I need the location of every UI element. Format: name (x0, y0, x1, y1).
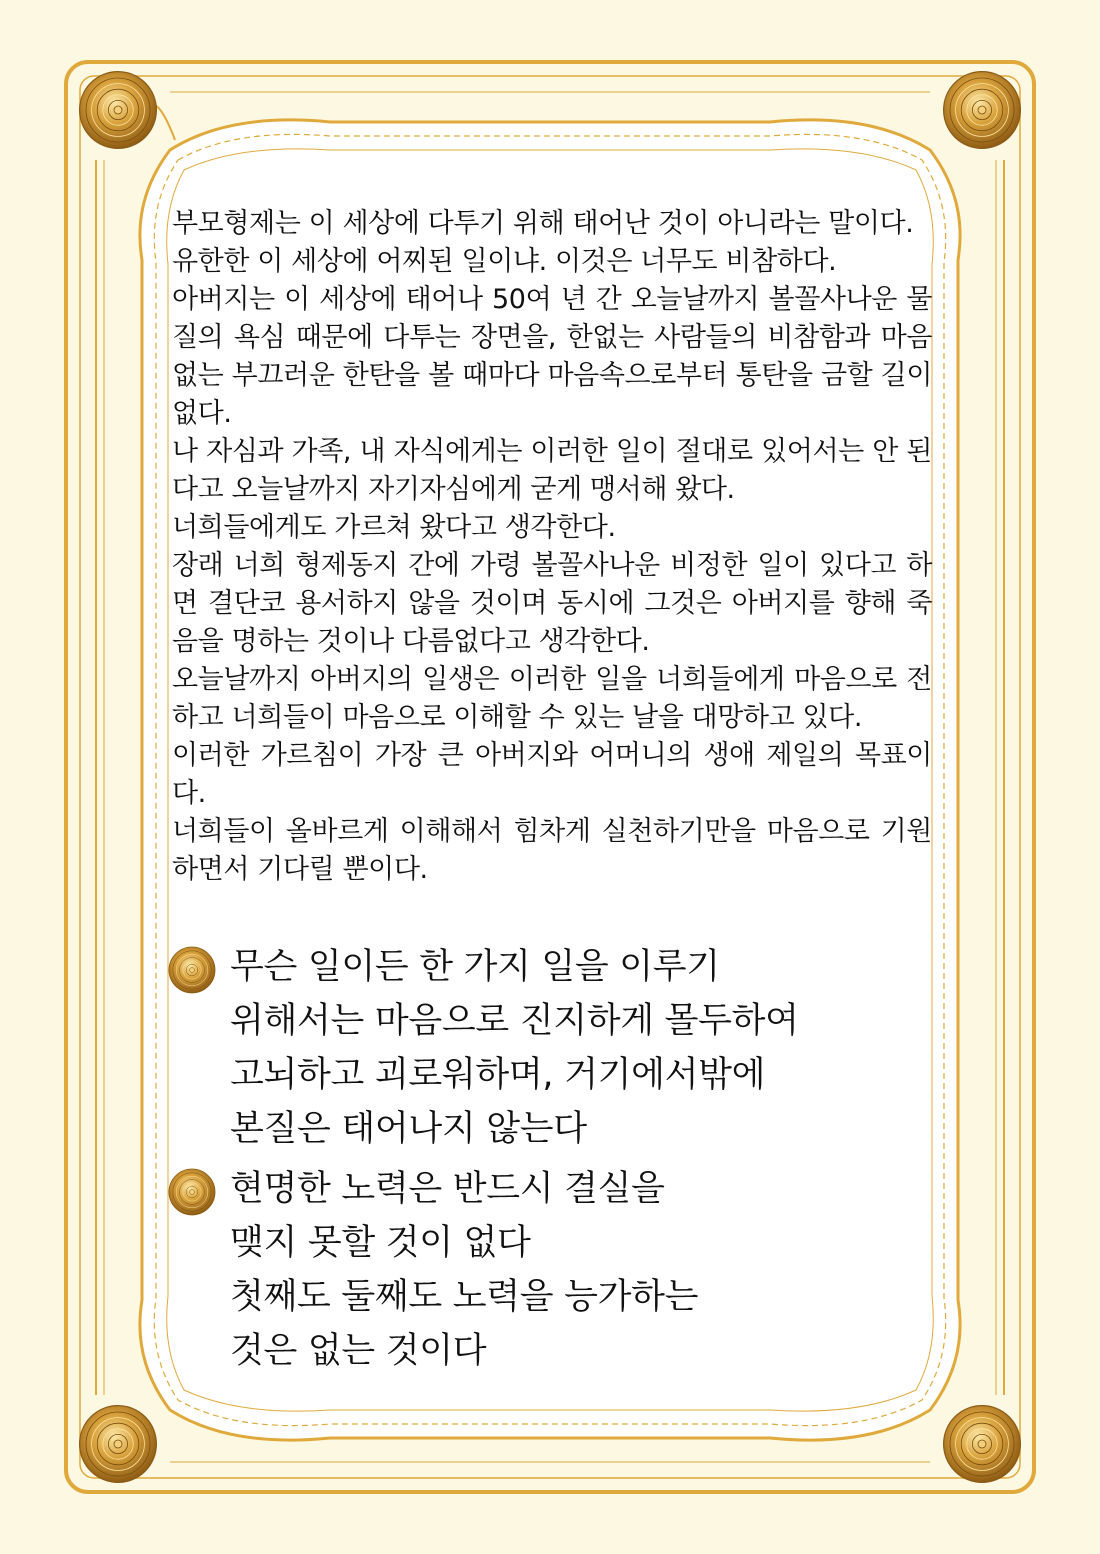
motto-item (168, 940, 908, 1156)
gold-disc-bullet-icon (168, 1168, 216, 1216)
body-paragraph: 나 자심과 가족, 내 자식에게는 이러한 일이 절대로 있어서는 안 된다고 오늘날까지 자기자심에게 굳게 맹서해 왔다. (172, 436, 932, 505)
gold-disc-bullet-icon (168, 946, 216, 994)
body-paragraph: 너희들이 올바르게 이해해서 힘차게 실천하기만을 마음으로 기원하면서 기다릴 뿐이다. (172, 816, 932, 885)
body-paragraph: 아버지는 이 세상에 태어나 50여 년 간 오늘날까지 볼꼴사나운 물질의 욕심 때문에 다투는 장면을, 한없는 사람들의 비참함과 마음 없는 부끄러운 한탄을 볼 때마다 마음속으로부터 통탄을 금할 길이 없다. (172, 284, 932, 429)
body-paragraph: 장래 너희 형제동지 간에 가령 볼꼴사나운 비정한 일이 있다고 하면 결단코 용서하지 않을 것이며 동시에 그것은 아버지를 향해 죽음을 명하는 것이나 다름없다고 생각한다. (172, 550, 932, 657)
corner-disc-bottom-right (944, 1406, 1021, 1483)
corner-disc-bottom-left (80, 1406, 157, 1483)
body-text (172, 205, 932, 889)
motto-line: 위해서는 마음으로 진지하게 몰두하여 (230, 1001, 799, 1041)
body-paragraph: 너희들에게도 가르쳐 왔다고 생각한다. (172, 512, 616, 543)
motto-line: 고뇌하고 괴로워하며, 거기에서밖에 (230, 1055, 766, 1095)
motto-line: 본질은 태어나지 않는다 (230, 1109, 587, 1149)
motto-line: 첫째도 둘째도 노력을 능가하는 (230, 1277, 699, 1317)
body-paragraph: 유한한 이 세상에 어찌된 일이냐. 이것은 너무도 비참하다. (172, 246, 837, 277)
motto-item (168, 1162, 908, 1378)
corner-disc-top-right (944, 72, 1021, 149)
corner-disc-top-left (80, 72, 157, 149)
body-paragraph: 부모형제는 이 세상에 다투기 위해 태어난 것이 아니라는 말이다. (172, 208, 914, 239)
body-paragraph: 오늘날까지 아버지의 일생은 이러한 일을 너희들에게 마음으로 전하고 너희들이 마음으로 이해할 수 있는 날을 대망하고 있다. (172, 664, 932, 733)
motto-line: 무슨 일이든 한 가지 일을 이루기 (230, 947, 720, 987)
motto-line: 맺지 못할 것이 없다 (230, 1223, 531, 1263)
motto-line: 것은 없는 것이다 (230, 1331, 487, 1371)
body-paragraph: 이러한 가르침이 가장 큰 아버지와 어머니의 생애 제일의 목표이다. (172, 740, 932, 809)
motto-line: 현명한 노력은 반드시 결실을 (230, 1169, 665, 1209)
